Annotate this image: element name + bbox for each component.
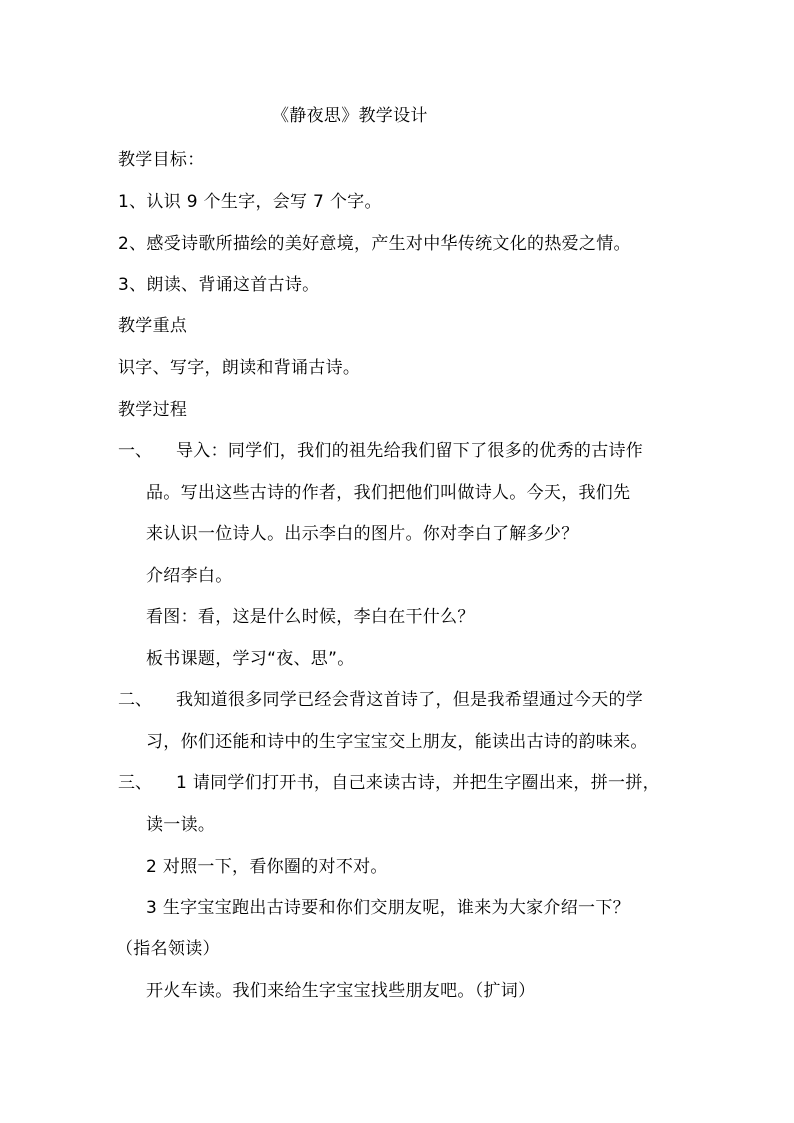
section-3-line-2: 读一读。 — [146, 815, 216, 835]
section-3-line-5: （指名领读） — [116, 939, 220, 959]
goal-item-1: 1、认识 9 个生字，会写 7 个字。 — [118, 192, 382, 212]
process-heading: 教学过程 — [118, 400, 188, 420]
section-1-line-4: 介绍李白。 — [146, 566, 233, 586]
section-2-line-2: 习，你们还能和诗中的生字宝宝交上朋友，能读出古诗的韵味来。 — [146, 732, 648, 752]
section-3-number: 三、 — [118, 773, 152, 793]
section-1-line-5: 看图：看，这是什么时候，李白在干什么？ — [146, 607, 475, 627]
goal-item-3: 3、朗读、背诵这首古诗。 — [118, 275, 320, 295]
focus-text: 识字、写字，朗读和背诵古诗。 — [118, 358, 361, 378]
document-title: 《静夜思》教学设计 — [272, 106, 428, 126]
section-1-line-6: 板书课题，学习“夜、思”。 — [146, 649, 355, 669]
goals-heading: 教学目标： — [118, 150, 205, 170]
section-1-line-3: 来认识一位诗人。出示李白的图片。你对李白了解多少？ — [146, 524, 579, 544]
section-3-line-1: 1 请同学们打开书，自己来读古诗，并把生字圈出来，拼一拼， — [176, 773, 660, 793]
section-1-line-1: 导入：同学们，我们的祖先给我们留下了很多的优秀的古诗作 — [176, 441, 644, 461]
goal-item-2: 2、感受诗歌所描绘的美好意境，产生对中华传统文化的热爱之情。 — [118, 234, 631, 254]
section-3-line-3: 2 对照一下，看你圈的对不对。 — [146, 857, 388, 877]
section-1-number: 一、 — [118, 441, 152, 461]
section-3-line-6: 开火车读。我们来给生字宝宝找些朋友吧。（扩词） — [146, 981, 536, 1001]
section-2-line-1: 我知道很多同学已经会背这首诗了，但是我希望通过今天的学 — [176, 690, 644, 710]
section-2-number: 二、 — [118, 690, 152, 710]
focus-heading: 教学重点 — [118, 316, 188, 336]
section-3-line-4: 3 生字宝宝跑出古诗要和你们交朋友呢，谁来为大家介绍一下？ — [146, 898, 630, 918]
section-1-line-2: 品。写出这些古诗的作者，我们把他们叫做诗人。今天，我们先 — [146, 483, 631, 503]
